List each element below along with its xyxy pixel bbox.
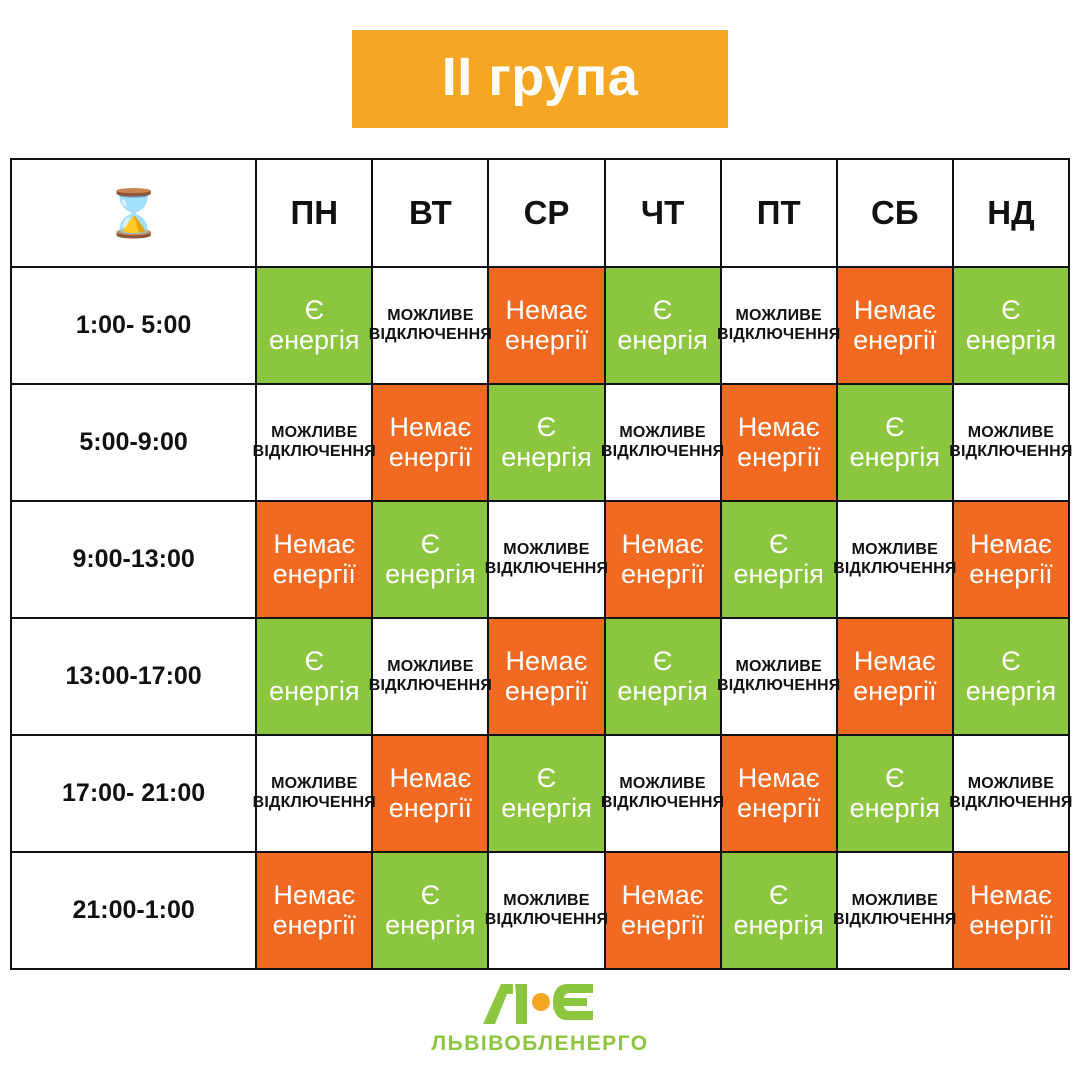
day-header-tue: ВТ	[372, 159, 488, 267]
status-text-line1: Є	[420, 529, 441, 560]
status-text-line1: Немає	[737, 412, 820, 443]
status-cell-sun-4	[949, 735, 1073, 852]
status-text-line1: Є	[304, 646, 324, 677]
time-label-cell: 21:00-1:00	[11, 852, 256, 969]
status-cell-sun-1	[949, 384, 1073, 501]
status-text-line1: Є	[536, 412, 557, 443]
status-text-line1: Є	[885, 763, 905, 794]
status-cell-sun-5	[953, 852, 1069, 969]
status-badge	[838, 619, 952, 734]
status-text-line2: енергії	[853, 324, 937, 355]
status-text-line2: енергії	[969, 909, 1053, 940]
status-cell-sat-0	[837, 267, 953, 384]
status-text-line2: енергія	[849, 441, 941, 472]
status-badge	[252, 736, 376, 851]
schedule-table	[10, 158, 1073, 970]
status-cell-wed-3	[488, 618, 604, 735]
status-text-line1: МОЖЛИВЕ	[619, 775, 706, 793]
status-badge	[833, 853, 957, 968]
status-badge	[722, 853, 836, 968]
status-badge	[373, 385, 487, 500]
status-cell-sat-4	[837, 735, 953, 852]
status-text-line1: МОЖЛИВЕ	[735, 658, 822, 676]
hourglass-header-cell	[11, 159, 256, 267]
status-text-line2: енергія	[617, 324, 708, 355]
table-row	[11, 384, 1069, 501]
status-text-line2: ВІДКЛЮЧЕННЯ	[949, 442, 1073, 460]
status-badge	[954, 853, 1068, 968]
status-text-line2: енергії	[620, 909, 705, 940]
status-text-line1: Є	[304, 295, 324, 326]
status-badge	[257, 853, 371, 968]
status-text-line1: МОЖЛИВЕ	[967, 424, 1055, 442]
status-badge	[954, 502, 1068, 617]
status-text-line1: Немає	[273, 529, 356, 560]
status-text-line1: МОЖЛИВЕ	[387, 307, 474, 325]
status-text-line2: енергія	[269, 675, 360, 706]
status-text-line1: Немає	[505, 295, 588, 326]
status-text-line1: МОЖЛИВЕ	[503, 541, 590, 559]
status-text-line2: енергії	[737, 792, 821, 823]
status-text-line2: ВІДКЛЮЧЕННЯ	[600, 793, 725, 811]
time-label-cell: 13:00-17:00	[11, 618, 256, 735]
status-text-line1: Є	[652, 295, 673, 326]
status-cell-tue-1	[372, 384, 488, 501]
table-row	[11, 618, 1069, 735]
status-cell-tue-2	[372, 501, 488, 618]
status-text-line1: МОЖЛИВЕ	[851, 541, 939, 559]
day-header-sat: СБ	[837, 159, 953, 267]
lvivoblenergo-logo-icon	[475, 980, 605, 1026]
status-text-line1: Є	[420, 880, 441, 911]
header-row	[11, 159, 1069, 267]
status-text-line2: енергія	[965, 324, 1057, 355]
day-header-mon: ПН	[256, 159, 372, 267]
status-badge	[954, 268, 1068, 383]
status-text-line2: ВІДКЛЮЧЕННЯ	[833, 910, 957, 928]
status-text-line2: енергія	[849, 792, 941, 823]
day-header-wed: СР	[488, 159, 604, 267]
table-row	[11, 735, 1069, 852]
status-text-line1: Немає	[970, 529, 1052, 560]
time-label-cell: 5:00-9:00	[11, 384, 256, 501]
status-badge	[606, 619, 720, 734]
status-text-line2: енергія	[965, 675, 1057, 706]
status-badge	[257, 268, 371, 383]
status-text-line1: Немає	[621, 880, 704, 911]
status-cell-mon-2	[256, 501, 372, 618]
status-text-line1: Немає	[273, 880, 356, 911]
status-cell-fri-4	[721, 735, 837, 852]
status-cell-wed-4	[488, 735, 604, 852]
time-label-cell: 1:00- 5:00	[11, 267, 256, 384]
status-text-line1: МОЖЛИВЕ	[851, 892, 939, 910]
status-badge	[838, 268, 952, 383]
status-text-line2: енергія	[617, 675, 708, 706]
status-text-line2: енергія	[385, 558, 476, 589]
status-text-line1: МОЖЛИВЕ	[387, 658, 474, 676]
status-cell-mon-0	[256, 267, 372, 384]
status-text-line2: ВІДКЛЮЧЕННЯ	[717, 676, 841, 694]
status-text-line1: МОЖЛИВЕ	[503, 892, 590, 910]
status-text-line2: енергії	[737, 441, 821, 472]
status-badge	[373, 502, 487, 617]
status-text-line2: енергії	[388, 792, 473, 823]
status-cell-fri-5	[721, 852, 837, 969]
status-cell-wed-2	[484, 501, 609, 618]
status-badge	[257, 502, 371, 617]
status-text-line2: енергія	[733, 909, 824, 940]
table-row	[11, 501, 1069, 618]
status-text-line1: Немає	[970, 880, 1052, 911]
table-body	[11, 267, 1073, 969]
status-cell-mon-4	[252, 735, 376, 852]
time-label-cell: 17:00- 21:00	[11, 735, 256, 852]
status-badge	[373, 736, 487, 851]
day-header-sun: НД	[953, 159, 1069, 267]
status-text-line2: ВІДКЛЮЧЕННЯ	[368, 325, 493, 343]
logo-text: ЛЬВІВОБЛЕНЕРГО	[431, 1032, 649, 1055]
status-badge	[484, 853, 609, 968]
status-badge	[954, 619, 1068, 734]
status-cell-thu-3	[605, 618, 721, 735]
status-cell-sat-3	[837, 618, 953, 735]
status-text-line1: МОЖЛИВЕ	[271, 775, 358, 793]
day-header-fri: ПТ	[721, 159, 837, 267]
status-text-line1: МОЖЛИВЕ	[619, 424, 706, 442]
status-text-line1: Немає	[853, 295, 936, 326]
status-cell-tue-5	[372, 852, 488, 969]
status-text-line1: Є	[652, 646, 673, 677]
status-cell-tue-3	[368, 618, 493, 735]
time-label-cell: 9:00-13:00	[11, 501, 256, 618]
status-badge	[717, 619, 841, 734]
status-badge	[489, 385, 603, 500]
status-text-line2: енергія	[501, 441, 592, 472]
status-badge	[833, 502, 957, 617]
status-badge	[717, 268, 841, 383]
status-text-line2: ВІДКЛЮЧЕННЯ	[484, 559, 609, 577]
footer	[0, 980, 1080, 1056]
table-header	[11, 159, 1069, 267]
status-cell-wed-0	[488, 267, 604, 384]
status-text-line2: ВІДКЛЮЧЕННЯ	[833, 559, 957, 577]
status-text-line1: Немає	[621, 529, 704, 560]
status-cell-fri-1	[721, 384, 837, 501]
status-cell-sat-5	[833, 852, 957, 969]
status-text-line1: Немає	[505, 646, 588, 677]
hourglass-icon: ⌛	[104, 187, 163, 239]
status-badge	[606, 502, 720, 617]
status-text-line2: ВІДКЛЮЧЕННЯ	[717, 325, 841, 343]
status-cell-thu-2	[605, 501, 721, 618]
status-text-line1: Є	[1001, 295, 1021, 326]
status-badge	[722, 385, 836, 500]
status-text-line1: МОЖЛИВЕ	[271, 424, 358, 442]
status-badge	[606, 268, 720, 383]
status-cell-mon-3	[256, 618, 372, 735]
status-badge	[489, 736, 603, 851]
status-badge	[838, 385, 952, 500]
status-text-line1: МОЖЛИВЕ	[735, 307, 822, 325]
status-badge	[606, 853, 720, 968]
status-cell-thu-1	[600, 384, 725, 501]
status-badge	[949, 385, 1073, 500]
status-text-line2: енергія	[385, 909, 476, 940]
status-cell-fri-0	[717, 267, 841, 384]
status-text-line2: енергія	[733, 558, 824, 589]
status-cell-thu-5	[605, 852, 721, 969]
status-text-line2: енергії	[272, 909, 356, 940]
status-text-line1: МОЖЛИВЕ	[967, 775, 1055, 793]
status-text-line1: Немає	[389, 412, 472, 443]
status-cell-fri-2	[721, 501, 837, 618]
status-cell-sun-0	[953, 267, 1069, 384]
status-badge	[722, 736, 836, 851]
status-badge	[368, 268, 493, 383]
status-badge	[368, 619, 493, 734]
status-text-line2: ВІДКЛЮЧЕННЯ	[368, 676, 493, 694]
status-badge	[600, 736, 725, 851]
status-cell-thu-0	[605, 267, 721, 384]
status-badge	[949, 736, 1073, 851]
schedule-table-container	[10, 158, 1073, 970]
table-row	[11, 852, 1069, 969]
status-badge	[373, 853, 487, 968]
status-text-line1: Немає	[737, 763, 820, 794]
status-badge	[484, 502, 609, 617]
status-text-line1: Є	[769, 880, 789, 911]
status-text-line2: енергії	[272, 558, 356, 589]
status-text-line1: Є	[769, 529, 789, 560]
status-badge	[252, 385, 376, 500]
status-badge	[257, 619, 371, 734]
status-badge	[489, 619, 603, 734]
status-cell-sat-2	[833, 501, 957, 618]
status-badge	[489, 268, 603, 383]
status-text-line1: Є	[885, 412, 905, 443]
status-text-line2: енергії	[969, 558, 1053, 589]
page-title: II група	[352, 30, 728, 128]
status-text-line2: ВІДКЛЮЧЕННЯ	[252, 793, 376, 811]
status-cell-wed-5	[484, 852, 609, 969]
status-text-line2: енергія	[501, 792, 592, 823]
status-cell-mon-1	[252, 384, 376, 501]
status-cell-fri-3	[717, 618, 841, 735]
status-text-line2: енергії	[620, 558, 705, 589]
status-text-line1: Є	[536, 763, 557, 794]
status-cell-sat-1	[837, 384, 953, 501]
status-text-line2: енергії	[504, 324, 589, 355]
status-text-line2: ВІДКЛЮЧЕННЯ	[949, 793, 1073, 811]
status-badge	[838, 736, 952, 851]
status-text-line2: ВІДКЛЮЧЕННЯ	[484, 910, 609, 928]
status-text-line1: Немає	[853, 646, 936, 677]
status-text-line2: енергії	[388, 441, 473, 472]
status-cell-sun-3	[953, 618, 1069, 735]
day-header-thu: ЧТ	[605, 159, 721, 267]
status-text-line2: енергія	[269, 324, 360, 355]
status-text-line2: енергії	[504, 675, 589, 706]
status-cell-tue-4	[372, 735, 488, 852]
status-badge	[600, 385, 725, 500]
status-text-line2: ВІДКЛЮЧЕННЯ	[252, 442, 376, 460]
status-cell-sun-2	[953, 501, 1069, 618]
status-text-line2: ВІДКЛЮЧЕННЯ	[600, 442, 725, 460]
status-cell-tue-0	[368, 267, 493, 384]
table-row	[11, 267, 1069, 384]
status-text-line1: Є	[1001, 646, 1021, 677]
status-badge	[722, 502, 836, 617]
status-cell-thu-4	[600, 735, 725, 852]
status-text-line2: енергії	[853, 675, 937, 706]
status-text-line1: Немає	[389, 763, 472, 794]
status-cell-wed-1	[488, 384, 604, 501]
title-container	[0, 0, 1080, 128]
status-cell-mon-5	[256, 852, 372, 969]
